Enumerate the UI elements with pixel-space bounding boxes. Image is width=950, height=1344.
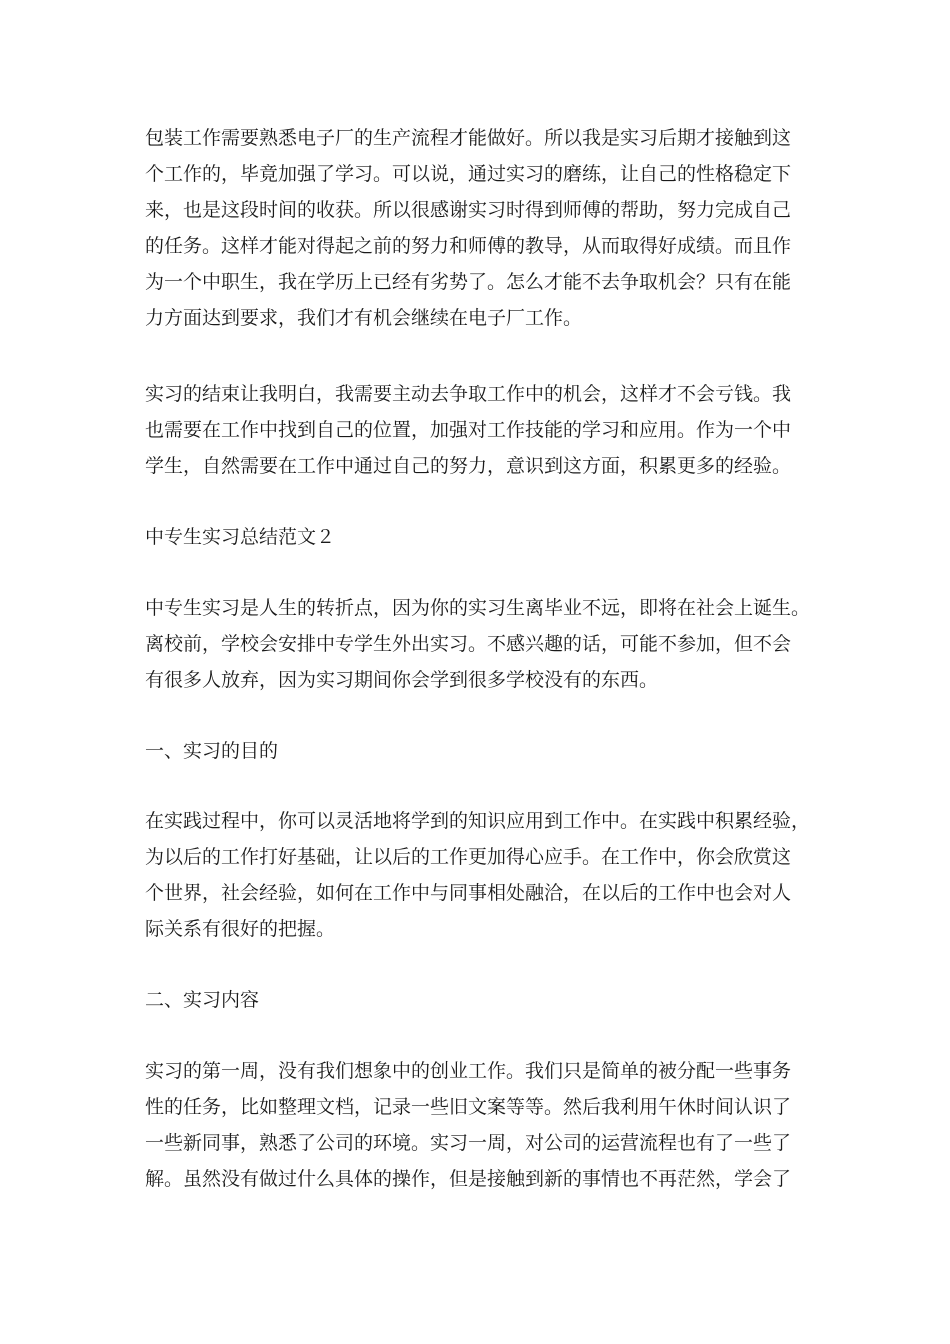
paragraph-3-line: 有很多人放弃，因为实习期间你会学到很多学校没有的东西。 — [145, 669, 659, 691]
section-heading-purpose: 一、实习的目的 — [145, 740, 279, 762]
paragraph-1-line: 为一个中职生，我在学历上已经有劣势了。怎么才能不去争取机会？只有在能 — [145, 271, 792, 293]
paragraph-4-line: 际关系有很好的把握。 — [145, 918, 336, 940]
paragraph-1-line: 来，也是这段时间的收获。所以很感谢实习时得到师傅的帮助，努力完成自己 — [145, 199, 792, 221]
paragraph-5-line: 一些新同事，熟悉了公司的环境。实习一周，对公司的运营流程也有了一些了 — [145, 1132, 792, 1154]
paragraph-1-line: 包装工作需要熟悉电子厂的生产流程才能做好。所以我是实习后期才接触到这 — [145, 127, 792, 149]
paragraph-3-line: 离校前，学校会安排中专学生外出实习。不感兴趣的话，可能不参加，但不会 — [145, 633, 792, 655]
paragraph-4-line: 个世界，社会经验，如何在工作中与同事相处融洽，在以后的工作中也会对人 — [145, 882, 792, 904]
paragraph-5-line: 实习的第一周，没有我们想象中的创业工作。我们只是简单的被分配一些事务 — [145, 1060, 792, 1082]
paragraph-2-line: 学生，自然需要在工作中通过自己的努力，意识到这方面，积累更多的经验。 — [145, 455, 792, 477]
section-heading-content: 二、实习内容 — [145, 989, 260, 1011]
paragraph-2-line: 也需要在工作中找到自己的位置，加强对工作技能的学习和应用。作为一个中 — [145, 419, 792, 441]
paragraph-1-line: 力方面达到要求，我们才有机会继续在电子厂工作。 — [145, 307, 583, 329]
paragraph-3-line: 中专生实习是人生的转折点，因为你的实习生离毕业不远，即将在社会上诞生。 — [145, 597, 811, 619]
paragraph-1-line: 个工作的，毕竟加强了学习。可以说，通过实习的磨练，让自己的性格稳定下 — [145, 163, 792, 185]
section-heading-sample-2: 中专生实习总结范文２ — [145, 526, 336, 548]
paragraph-5-line: 解。虽然没有做过什么具体的操作，但是接触到新的事情也不再茫然，学会了 — [145, 1168, 792, 1190]
paragraph-2-line: 实习的结束让我明白，我需要主动去争取工作中的机会，这样才不会亏钱。我 — [145, 383, 792, 405]
paragraph-5-line: 性的任务，比如整理文档，记录一些旧文案等等。然后我利用午休时间认识了 — [145, 1096, 792, 1118]
paragraph-4-line: 在实践过程中，你可以灵活地将学到的知识应用到工作中。在实践中积累经验， — [145, 810, 811, 832]
paragraph-1-line: 的任务。这样才能对得起之前的努力和师傅的教导，从而取得好成绩。而且作 — [145, 235, 792, 257]
paragraph-4-line: 为以后的工作打好基础，让以后的工作更加得心应手。在工作中，你会欣赏这 — [145, 846, 792, 868]
